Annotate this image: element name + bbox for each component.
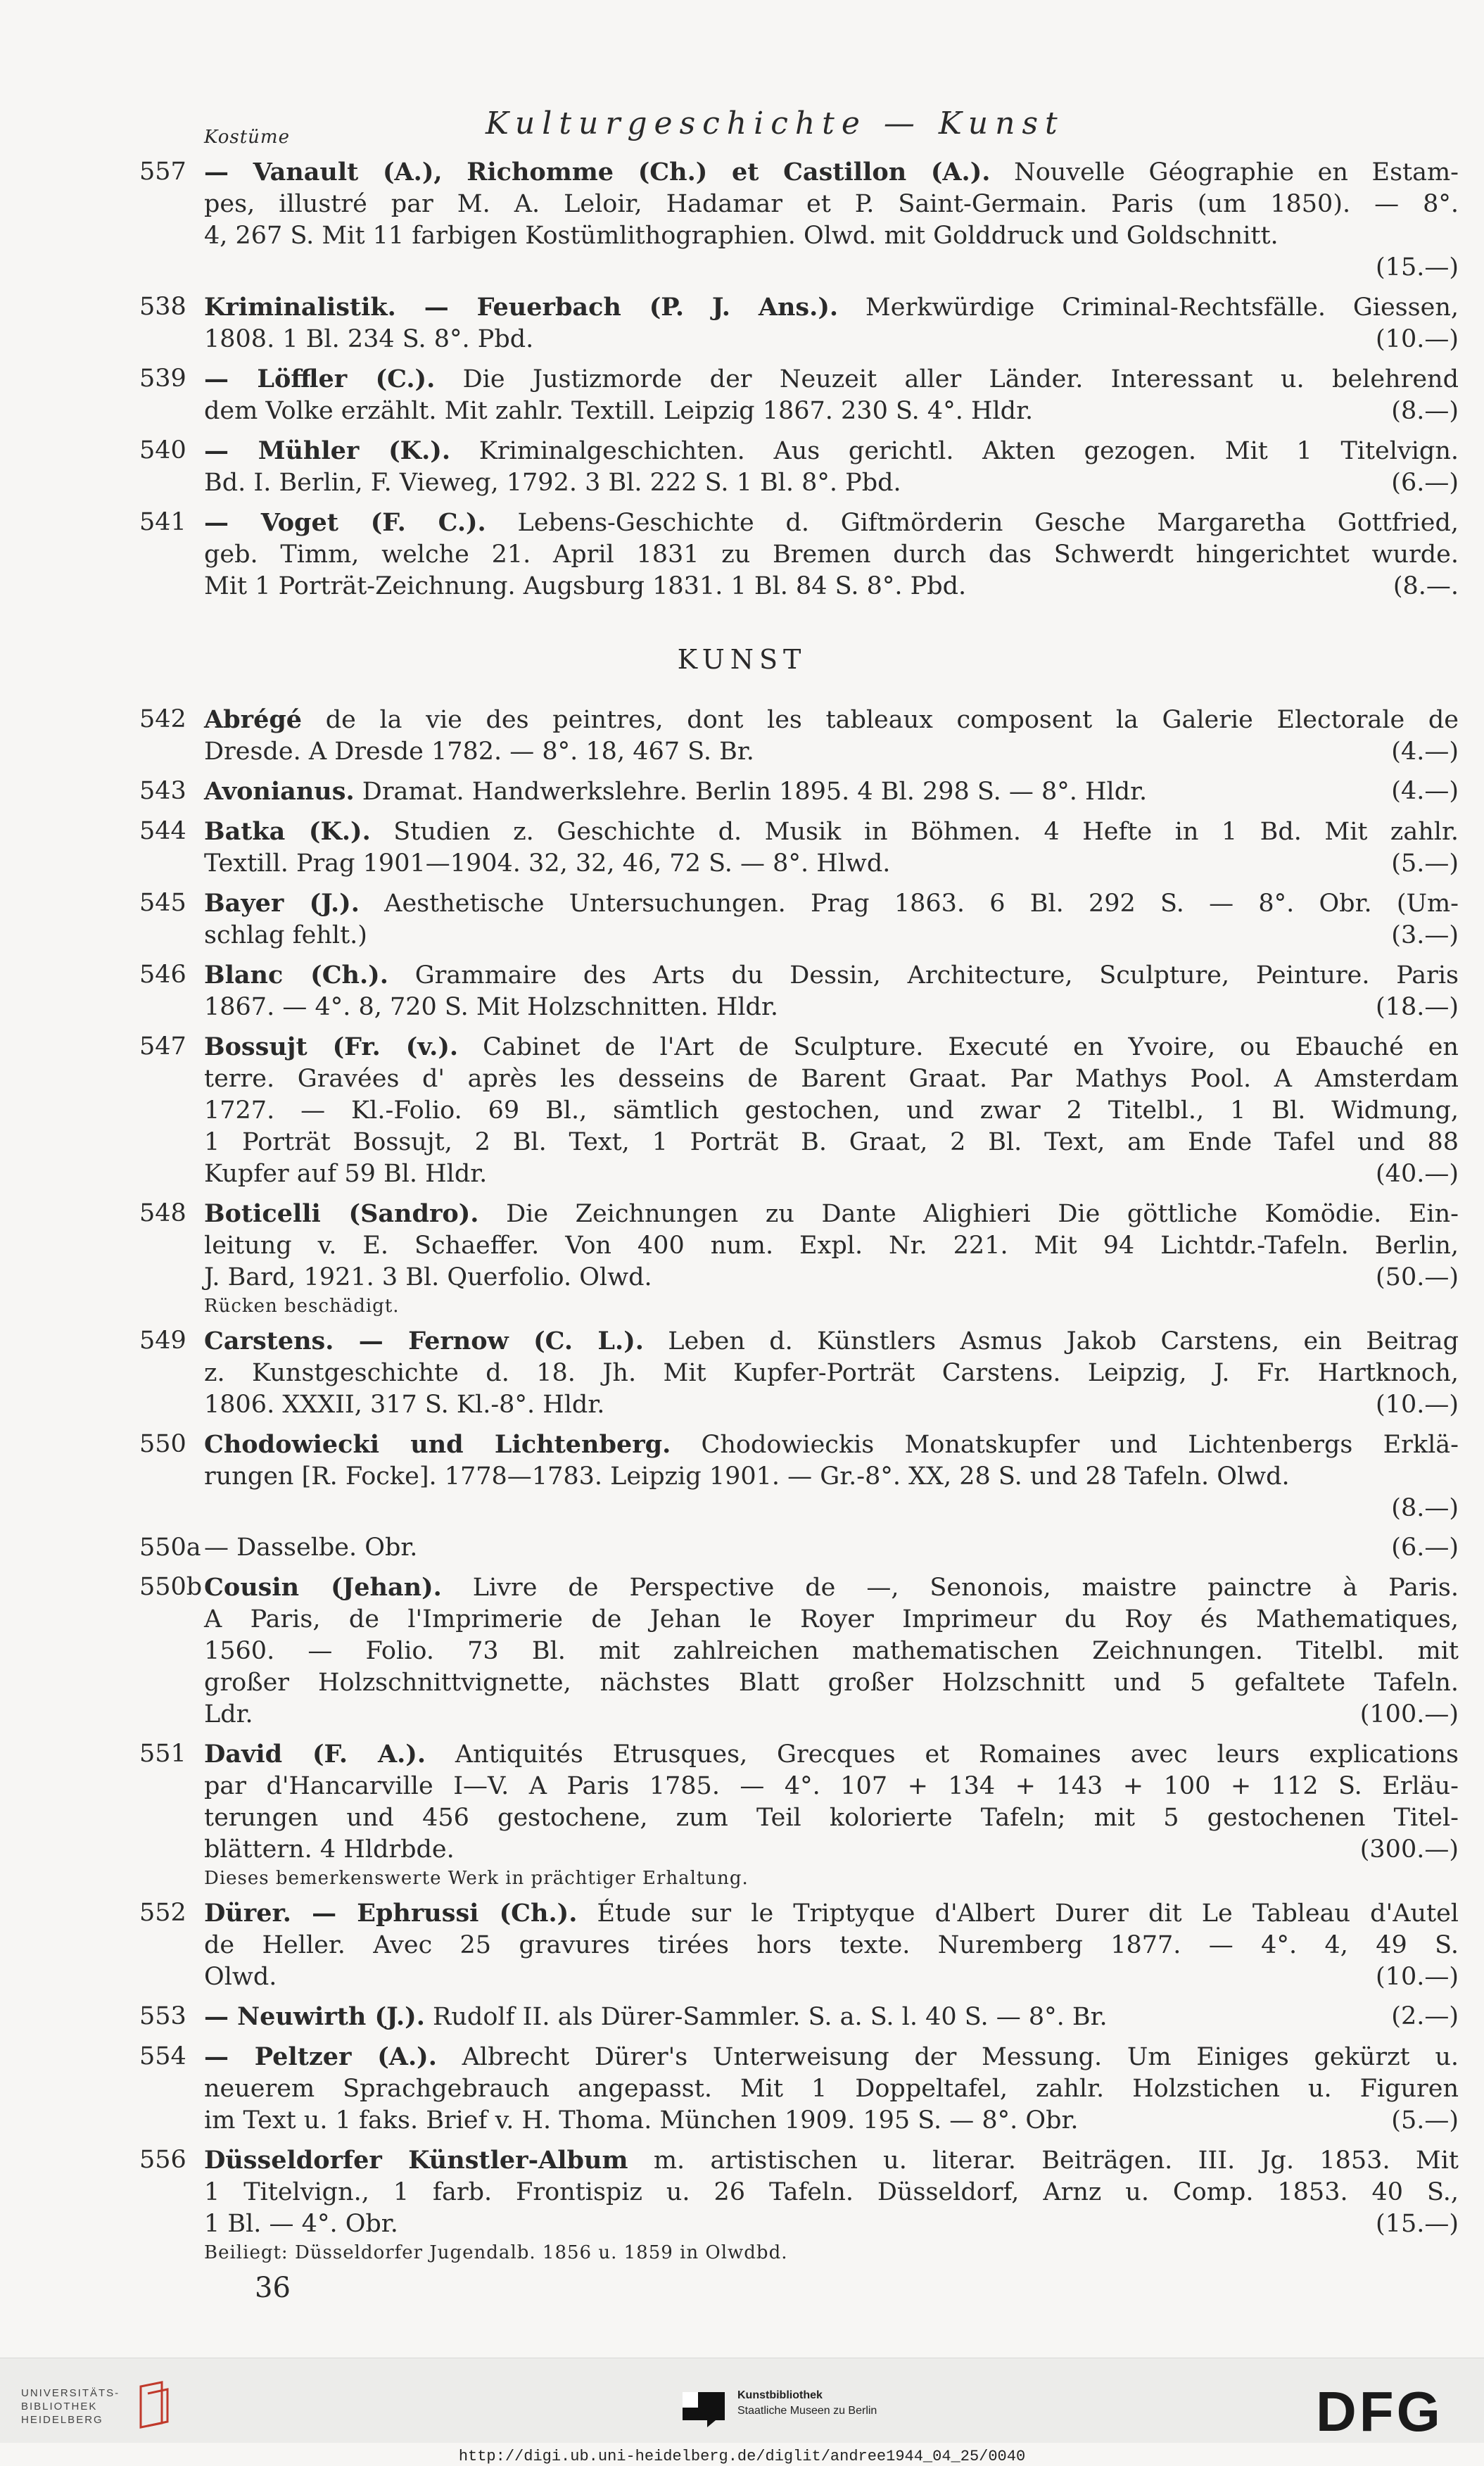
entry-line [204,1771,1459,1802]
entry-line [204,1461,1459,1493]
entry-price: (5.—) [1391,849,1459,878]
entry-description: Étude sur le Triptyque d'Albert Durer dit Le Tableau d'Autel [597,1899,1459,1928]
entry-description: Olwd. [204,1963,277,1991]
entry-description: Studien z. Geschichte d. Musik in Böhmen. 4 Hefte in 1 Bd. Mit zahlr. [393,818,1459,846]
entry-line [204,396,1459,427]
entry-text [204,1772,1459,1800]
catalog-entry [139,156,1459,284]
entry-description: terungen und 456 gestochene, zum Teil kolorierte Tafeln; mit 5 gestochenen Titel- [204,1804,1459,1832]
entry-description: 1808. 1 Bl. 234 S. 8°. Pbd. [204,325,534,353]
entry-text [204,992,778,1023]
entry-line [204,1930,1459,1961]
entry-description: Lebens-Geschichte d. Giftmörderin Gesche Margaretha Gottfried, [517,509,1459,537]
entry-description: Bd. I. Berlin, F. Vieweg, 1792. 3 Bl. 222 S. 1 Bl. 8°. Pbd. [204,469,901,497]
entry-price: (6.—) [1391,1534,1459,1562]
entry-line [204,1031,1459,1063]
catalog-entry [139,959,1459,1023]
entry-line [204,1532,1459,1564]
entry-author: — Löffler (C.). [204,365,436,393]
entry-text [204,1532,417,1564]
page-number: 36 [255,2272,291,2304]
entry-text [204,509,1459,537]
entry-text [204,222,1279,250]
entry-description: Grammaire des Arts du Dessin, Architecture, Sculpture, Peinture. Paris [414,961,1459,989]
entry-author: David (F. A.). [204,1740,426,1769]
entry-line [204,1230,1459,1262]
entry-text [204,2001,1108,2033]
entry-line [204,1198,1459,1230]
kunstbibliothek-label [737,2388,877,2419]
entry-number: 538 [139,293,186,321]
catalog-entry [139,435,1459,499]
entry-description: 1867. — 4°. 8, 720 S. Mit Holzschnitten. Hldr. [204,993,778,1021]
entry-line [204,156,1459,189]
entry-text [204,1128,1459,1156]
entry-text [204,1961,277,1993]
university-logo-line: UNIVERSITÄTS- [21,2387,120,2399]
entry-description: schlag fehlt.) [204,921,367,949]
entry-description: großer Holzschnittvignette, nächstes Blatt großer Holzschnitt und 5 gefaltete Tafeln. [204,1669,1459,1697]
entry-price: (18.—) [1376,993,1459,1021]
entry-line [204,992,1459,1023]
entry-text [204,2208,398,2240]
entry-description: par d'Hancarville I—V. A Paris 1785. — 4°. 107 + 134 + 143 + 100 + 112 S. Erläu- [204,1772,1459,1800]
entry-description: 1 Bl. — 4°. Obr. [204,2210,398,2238]
entry-line [204,959,1459,992]
entry-line [204,2208,1459,2240]
entry-line [204,1667,1459,1699]
entry-note: Beiliegt: Düsseldorfer Jugendalb. 1856 u. 1859 in Olwdbd. [204,2242,788,2263]
entry-text [204,890,1459,918]
entry-line [204,1572,1459,1604]
entry-price: (3.—) [1391,921,1459,949]
entry-price: (300.—) [1359,1835,1459,1864]
entry-text [204,293,1459,322]
entry-number: 547 [139,1032,186,1061]
entry-line [204,1738,1459,1771]
entry-line [204,776,1459,808]
entry-number: 553 [139,2002,186,2030]
entry-text [204,1232,1459,1260]
entry-line [204,816,1459,848]
entry-description: 1 Titelvign., 1 farb. Frontispiz u. 26 Tafeln. Düsseldorf, Arnz u. Comp. 1853. 40 S., [204,2178,1459,2206]
entry-line [204,1389,1459,1421]
entry-line [204,848,1459,880]
catalog-entry [139,1572,1459,1731]
entry-line [204,1961,1459,1993]
entry-text [204,1431,1459,1459]
entry-author: Chodowiecki und Lichtenberg. [204,1430,671,1459]
entry-author: — Mühler (K.). [204,436,451,465]
entry-line [204,363,1459,396]
entry-text [204,1574,1459,1602]
entry-author: Abrégé [204,705,303,734]
entry-author: Boticelli (Sandro). [204,1199,479,1228]
entry-description: Leben d. Künstlers Asmus Jakob Carstens, ein Beitrag [668,1327,1459,1355]
entry-number: 543 [139,777,186,805]
entry-line [204,1699,1459,1731]
entry-description: de Heller. Avec 25 gravures tirées hors texte. Nuremberg 1877. — 4°. 4, 49 S. [204,1931,1459,1959]
entry-description: A Paris, de l'Imprimerie de Jehan le Royer Imprimeur du Roy és Mathematiques, [204,1605,1459,1633]
entry-list-kunst [139,704,1459,2272]
entry-number: 550b [139,1573,203,1601]
entry-line [204,1325,1459,1358]
entry-description: Aesthetische Untersuchungen. Prag 1863. 6 Bl. 292 S. — 8°. Obr. (Um- [384,890,1459,918]
entry-line [204,1636,1459,1667]
entry-number: 550 [139,1430,186,1458]
entry-line [204,1897,1459,1930]
library-name: Kunstbibliothek [737,2389,823,2401]
entry-price: (5.—) [1391,2106,1459,2135]
catalog-entry [139,1429,1459,1524]
running-head: Kulturgeschichte — Kunst [486,106,1065,141]
entry-line [204,1802,1459,1834]
entry-line [204,291,1459,324]
entry-description: Obr. [364,1534,418,1562]
entry-line [204,2177,1459,2208]
entry-text [204,1834,455,1866]
entry-price: (15.—) [1376,253,1459,282]
entry-number: 542 [139,705,186,733]
entry-price: (8.—) [1391,1494,1459,1522]
entry-description: 1 Porträt Bossujt, 2 Bl. Text, 1 Porträt B. Graat, 2 Bl. Text, am Ende Tafel und 88 [204,1128,1459,1156]
entry-line [204,1358,1459,1389]
entry-number: 551 [139,1740,186,1768]
entry-line [204,1604,1459,1636]
catalog-entry [139,1738,1459,1890]
entry-number: 544 [139,817,186,845]
entry-description: Kupfer auf 59 Bl. Hldr. [204,1160,488,1188]
catalog-entry [139,1532,1459,1564]
entry-line [204,887,1459,920]
entry-line [204,1262,1459,1294]
entry-author: Düsseldorfer Künstler-Album [204,2146,628,2175]
entry-line [204,736,1459,768]
entry-price: (6.—) [1391,469,1459,497]
entry-author: Kriminalistik. — Feuerbach (P. J. Ans.). [204,293,839,322]
entry-author: — Voget (F. C.). [204,508,486,537]
entry-author: — Dasselbe. [204,1534,357,1562]
catalog-entry [139,1031,1459,1190]
entry-price: (10.—) [1376,325,1459,353]
entry-author: — Vanault (A.), Richomme (Ch.) et Castillon (A.). [204,158,991,186]
entry-text [204,1096,1459,1125]
entry-text [204,1200,1459,1228]
entry-text [204,1637,1459,1665]
entry-price: (50.—) [1376,1263,1459,1291]
entry-text [204,920,367,951]
entry-text [204,776,1147,808]
entry-text [204,1699,253,1731]
entry-line [204,1158,1459,1190]
entry-author: Dürer. — Ephrussi (Ch.). [204,1899,578,1928]
catalog-entry [139,1325,1459,1421]
entry-description: Dresde. A Dresde 1782. — 8°. 18, 467 S. Br. [204,738,754,766]
catalog-entry [139,1897,1459,1993]
entry-text [204,1158,487,1190]
entry-text [204,1389,604,1421]
entry-text [204,1669,1459,1697]
entry-price: (4.—) [1391,738,1459,766]
entry-text [204,2178,1459,2206]
entry-number: 557 [139,158,186,186]
entry-description: Nouvelle Géographie en Estam- [1014,158,1459,186]
entry-price: (4.—) [1391,777,1459,805]
entry-description: rungen [R. Focke]. 1778—1783. Leipzig 1901. — Gr.-8°. XX, 28 S. und 28 Tafeln. Olwd. [204,1462,1290,1491]
entry-line [204,435,1459,467]
entry-author: — Peltzer (A.). [204,2042,437,2071]
entry-line [204,1127,1459,1158]
entry-text [204,571,966,602]
entry-text [204,1804,1459,1832]
entry-price: (10.—) [1376,1963,1459,1991]
kunstbibliothek-logo-icon[interactable] [679,2386,728,2429]
entry-description: 4, 267 S. Mit 11 farbigen Kostümlithographien. Olwd. mit Golddruck und Goldschnitt. [204,222,1279,250]
entry-description: geb. Timm, welche 21. April 1831 zu Bremen durch das Schwerdt hingerichtet wurde. [204,540,1459,569]
entry-text [204,2146,1459,2175]
entry-line [204,1063,1459,1095]
entry-description: Livre de Perspective de —, Senonois, maistre painctre à Paris. [472,1574,1459,1602]
entry-text [204,2043,1459,2071]
entry-line [204,1834,1459,1866]
entry-text [204,848,890,880]
entry-line [204,220,1459,252]
entry-author: Bayer (J.). [204,889,360,918]
entry-author: Carstens. — Fernow (C. L.). [204,1327,644,1355]
entry-description: m. artistischen u. literar. Beiträgen. III. Jg. 1853. Mit [653,2146,1459,2175]
entry-price: (40.—) [1376,1160,1459,1188]
entry-text [204,365,1459,393]
entry-description: leitung v. E. Schaeffer. Von 400 num. Expl. Nr. 221. Mit 94 Lichtdr.-Tafeln. Berlin, [204,1232,1459,1260]
entry-number: 549 [139,1327,186,1355]
entry-note: Rücken beschädigt. [204,1296,400,1317]
entry-description: Textill. Prag 1901—1904. 32, 32, 46, 72 S. — 8°. Hlwd. [204,849,891,878]
entry-description: Dramat. Handwerkslehre. Berlin 1895. 4 Bl. 298 S. — 8°. Hldr. [362,778,1148,806]
entry-price: (8.—. [1393,572,1459,600]
entry-note: Dieses bemerkenswerte Werk in prächtiger Erhaltung. [204,1868,749,1889]
catalog-entry [139,704,1459,768]
entry-text [204,437,1459,465]
entry-text [204,1931,1459,1959]
entry-line [204,2041,1459,2073]
entry-description: neuerem Sprachgebrauch angepasst. Mit 1 Doppeltafel, zahlr. Holzstichen u. Figuren [204,2075,1459,2103]
entry-author: — Neuwirth (J.). [204,2002,425,2031]
entry-price: (2.—) [1391,2002,1459,2030]
section-label: Kostüme [204,127,290,148]
entry-text [204,1065,1459,1093]
entry-description: pes, illustré par M. A. Leloir, Hadamar et P. Saint-Germain. Paris (um 1850). — 8°. [204,190,1459,218]
entry-description: Ldr. [204,1700,253,1728]
entry-text [204,1740,1459,1769]
entry-description: J. Bard, 1921. 3 Bl. Querfolio. Olwd. [204,1263,652,1291]
source-url[interactable]: http://digi.ub.uni-heidelberg.de/diglit/andree1944_04_25/0040 [458,2448,1026,2465]
entry-price: (10.—) [1376,1391,1459,1419]
entry-text [204,1262,652,1294]
entry-description: Antiquités Etrusques, Grecques et Romaines avec leurs explications [455,1740,1459,1769]
entry-line [204,539,1459,571]
entry-description: 1727. — Kl.-Folio. 69 Bl., sämtlich gestochen, und zwar 2 Titelbl., 1 Bl. Widmung, [204,1096,1459,1125]
entry-description: Mit 1 Porträt-Zeichnung. Augsburg 1831. 1 Bl. 84 S. 8°. Pbd. [204,572,967,600]
entry-text [204,961,1459,989]
entry-description: Kriminalgeschichten. Aus gerichtl. Akten gezogen. Mit 1 Titelvign. [478,437,1459,465]
entry-description: Die Zeichnungen zu Dante Alighieri Die göttliche Komödie. Ein- [506,1200,1459,1228]
catalog-entry [139,776,1459,808]
entry-author: Batka (K.). [204,817,371,846]
entry-number: 556 [139,2146,186,2174]
catalog-entry [139,1198,1459,1317]
entry-description: 1806. XXXII, 317 S. Kl.-8°. Hldr. [204,1391,605,1419]
dfg-logo[interactable]: DFG [1316,2380,1443,2443]
entry-line [204,2105,1459,2137]
entry-line [204,507,1459,539]
entry-text [204,324,533,355]
entry-description: terre. Gravées d' après les desseins de Barent Graat. Par Mathys Pool. A Amsterdam [204,1065,1459,1093]
entry-description: Merkwürdige Criminal-Rechtsfälle. Giessen, [865,293,1459,322]
entry-description: Rudolf II. als Dürer-Sammler. S. a. S. l. 40 S. — 8°. Br. [433,2003,1108,2031]
entry-description: im Text u. 1 faks. Brief v. H. Thoma. München 1909. 195 S. — 8°. Obr. [204,2106,1079,2135]
entry-number: 539 [139,365,186,393]
university-library-logo[interactable] [21,2386,120,2427]
entry-text [204,540,1459,569]
entry-text [204,1899,1459,1928]
entry-text [204,1605,1459,1633]
entry-line [204,1429,1459,1461]
entry-line [204,189,1459,220]
entry-number: 550a [139,1534,201,1562]
entry-text [204,1359,1459,1387]
entry-line [204,920,1459,951]
entry-author: Bossujt (Fr. (v.). [204,1032,459,1061]
entry-author: Cousin (Jehan). [204,1573,442,1602]
section-heading-kunst: KUNST [677,644,807,675]
university-logo-line: HEIDELBERG [21,2414,103,2426]
entry-text [204,1033,1459,1061]
entry-line [204,324,1459,355]
entry-text [204,396,1033,427]
entry-number: 545 [139,889,186,917]
catalog-entry [139,2001,1459,2033]
entry-description: de la vie des peintres, dont les tableaux composent la Galerie Electorale de [325,706,1459,734]
entry-line [204,704,1459,736]
entry-line [204,467,1459,499]
entry-price: (100.—) [1359,1700,1459,1728]
catalog-entry [139,816,1459,880]
catalog-entry [139,887,1459,951]
entry-text [204,818,1459,846]
entry-line [204,571,1459,602]
entry-list-kulturgeschichte [139,156,1459,610]
entry-text [204,467,901,499]
entry-text [204,158,1459,186]
entry-text [204,736,754,768]
entry-price: (15.—) [1376,2210,1459,2238]
entry-text [204,1327,1459,1355]
entry-description: 1560. — Folio. 73 Bl. mit zahlreichen mathematischen Zeichnungen. Titelbl. mit [204,1637,1459,1665]
entry-line [204,1095,1459,1127]
entry-description: blättern. 4 Hldrbde. [204,1835,455,1864]
entry-description: dem Volke erzählt. Mit zahlr. Textill. Leipzig 1867. 230 S. 4°. Hldr. [204,397,1034,425]
entry-number: 540 [139,436,186,464]
entry-line [204,2001,1459,2033]
catalog-entry [139,291,1459,355]
catalog-entry [139,363,1459,427]
entry-number: 546 [139,961,186,989]
catalog-entry [139,2041,1459,2137]
entry-text [204,1462,1290,1491]
entry-text [204,190,1459,218]
catalog-entry [139,507,1459,602]
entry-description: z. Kunstgeschichte d. 18. Jh. Mit Kupfer-Porträt Carstens. Leipzig, J. Fr. Hartknoch, [204,1359,1459,1387]
catalog-entry [139,2144,1459,2264]
entry-price: (8.—) [1391,397,1459,425]
university-logo-line: BIBLIOTHEK [21,2401,98,2413]
entry-number: 548 [139,1199,186,1227]
entry-text [204,706,1459,734]
entry-description: Cabinet de l'Art de Sculpture. Executé en Yvoire, ou Ebauché en [483,1033,1459,1061]
entry-number: 541 [139,508,186,536]
entry-author: Blanc (Ch.). [204,961,388,989]
entry-line [204,2144,1459,2177]
entry-description: Albrecht Dürer's Unterweisung der Messung. Um Einiges gekürzt u. [462,2043,1459,2071]
entry-text [204,2075,1459,2103]
university-emblem-icon [134,2379,176,2430]
entry-description: Die Justizmorde der Neuzeit aller Länder. Interessant u. belehrend [462,365,1459,393]
entry-line [204,2073,1459,2105]
viewer-footer [0,2358,1484,2443]
entry-number: 554 [139,2042,186,2070]
library-subtitle: Staatliche Museen zu Berlin [737,2405,877,2417]
entry-description: Chodowieckis Monatskupfer und Lichtenbergs Erklä- [701,1431,1459,1459]
entry-author: Avonianus. [204,777,355,806]
entry-text [204,2105,1078,2137]
entry-number: 552 [139,1899,186,1927]
